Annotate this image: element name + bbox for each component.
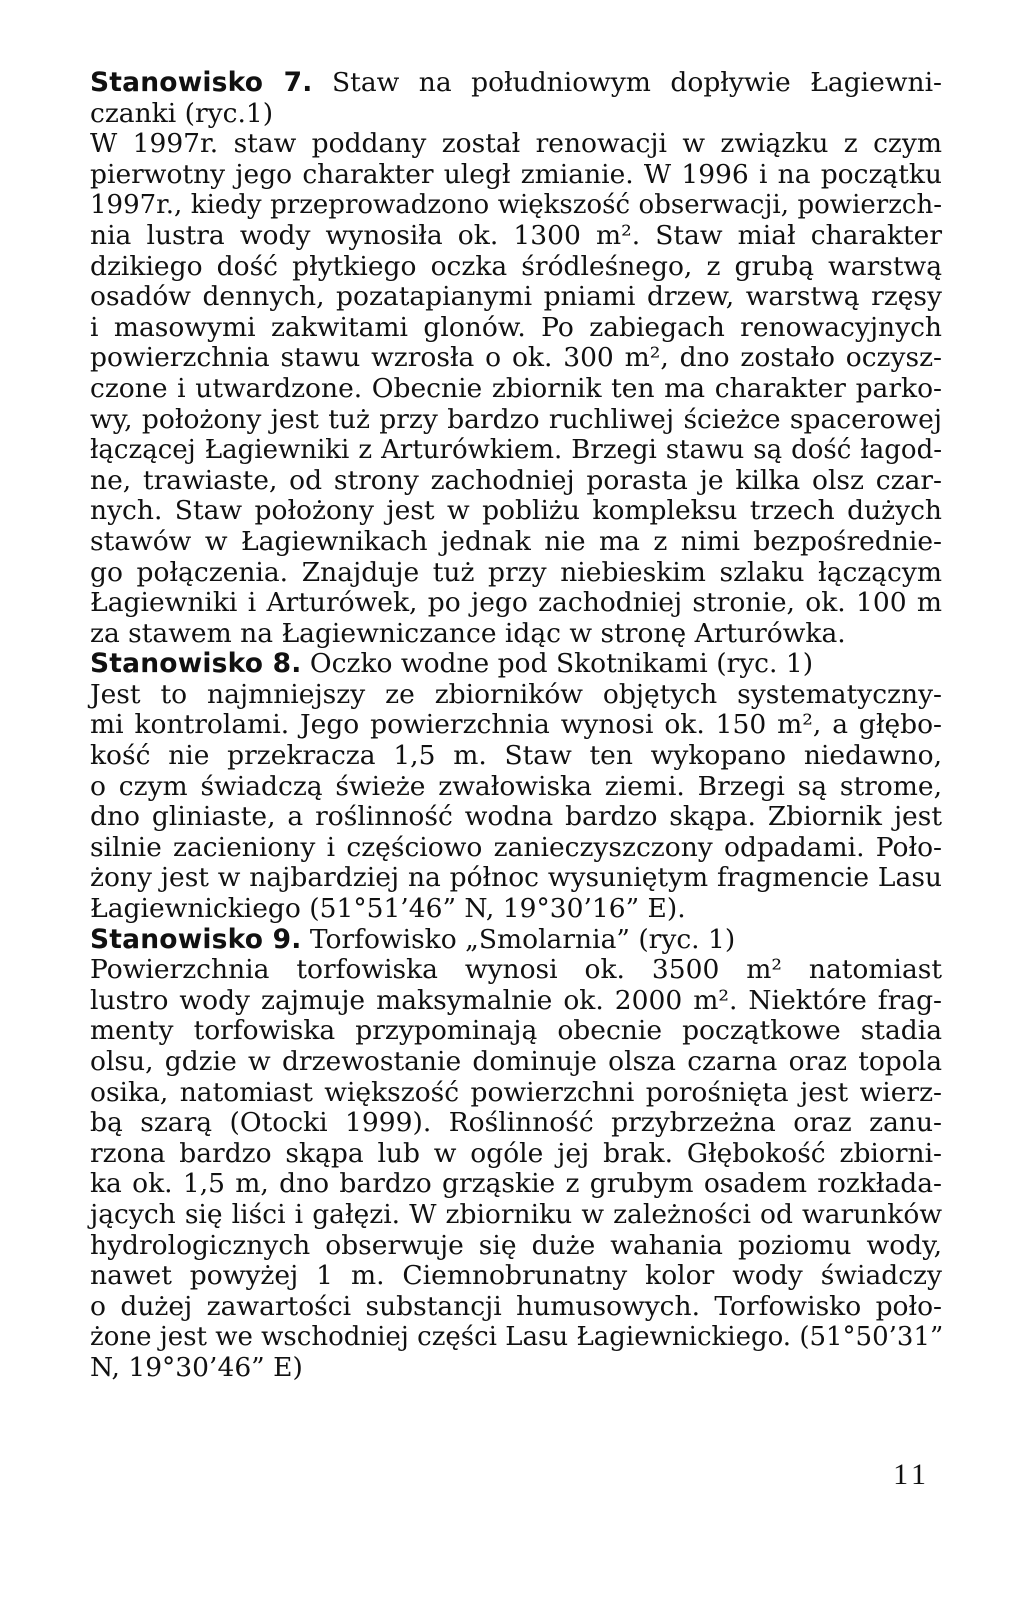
section-8-line: o czym świadczą świeże zwałowiska ziemi. Brzegi są strome,	[90, 770, 942, 802]
section-7-line: i masowymi zakwitami glonów. Po zabiegach renowacyjnych	[90, 311, 942, 343]
section-7-line: Łagiewniki i Arturówek, po jego zachodniej stronie, ok. 100 m	[90, 587, 942, 619]
section-7-line: osadów dennych, pozatapianymi pniami drzew, warstwą rzęsy	[90, 281, 942, 313]
section-7-line: czone i utwardzone. Obecnie zbiornik ten ma charakter parko-	[90, 372, 942, 404]
section-9-line: lustro wody zajmuje maksymalnie ok. 2000 m². Niektóre frag-	[90, 984, 942, 1016]
section-7-title-line	[90, 68, 942, 99]
section-7-line: powierzchnia stawu wzrosła o ok. 300 m², dno zostało oczysz-	[90, 342, 942, 374]
page-number: 11	[893, 1458, 930, 1491]
section-9-line: olsu, gdzie w drzewostanie dominuje olsza czarna oraz topola	[90, 1046, 942, 1077]
section-9-title: Torfowisko „Smolarnia” (ryc. 1)	[301, 923, 736, 955]
section-9-line: o dużej zawartości substancji humusowych. Torfowisko poło-	[90, 1290, 942, 1322]
section-9-line: osika, natomiast większość powierzchni porośnięta jest wierz-	[90, 1076, 942, 1108]
section-9-line: nawet powyżej 1 m. Ciemnobrunatny kolor wody świadczy	[90, 1260, 942, 1292]
section-7-line: 1997r., kiedy przeprowadzono większość obserwacji, powierzch-	[90, 190, 942, 221]
section-7-line: za stawem na Łagiewniczance idąc w stronę Arturówka.	[90, 617, 846, 649]
section-9-title-line	[90, 925, 942, 956]
section-9-line: hydrologicznych obserwuje się duże wahania poziomu wody,	[90, 1229, 942, 1261]
section-7-line: stawów w Łagiewnikach jednak nie ma z nimi bezpośrednie-	[90, 525, 942, 557]
section-7-heading: Stanowisko 7.	[90, 67, 313, 98]
section-8-line: kość nie przekracza 1,5 m. Staw ten wykopano niedawno,	[90, 740, 942, 772]
page-body	[90, 68, 942, 1384]
section-9-heading: Stanowisko 9.	[90, 923, 302, 955]
section-8-line: dno gliniaste, a roślinność wodna bardzo skąpa. Zbiornik jest	[90, 801, 942, 833]
section-9-line: ka ok. 1,5 m, dno bardzo grząskie z grubym osadem rozkłada-	[90, 1168, 942, 1200]
section-8-title: Oczko wodne pod Skotnikami (ryc. 1)	[301, 648, 814, 680]
section-9-line: Powierzchnia torfowiska wynosi ok. 3500 m² natomiast	[90, 954, 942, 986]
section-7-line: ne, trawiaste, od strony zachodniej porasta je kilka olsz czar-	[90, 464, 942, 496]
section-8-line: Łagiewnickiego (51°51’46” N, 19°30’16” E).	[90, 893, 686, 925]
section-7-line: dzikiego dość płytkiego oczka śródleśnego, z grubą warstwą	[90, 250, 942, 282]
section-8-line: silnie zacieniony i częściowo zanieczyszczony odpadami. Poło-	[90, 831, 942, 863]
section-7-line: go połączenia. Znajduje tuż przy niebieskim szlaku łączącym	[90, 556, 942, 588]
section-9-line: rzona bardzo skąpa lub w ogóle jej brak. Głębokość zbiorni-	[90, 1137, 942, 1169]
section-8-heading: Stanowisko 8.	[90, 648, 302, 680]
section-7-line: pierwotny jego charakter uległ zmianie. W 1996 i na początku	[90, 158, 942, 190]
section-7-line: nia lustra wody wynosiła ok. 1300 m². Staw miał charakter	[90, 219, 942, 251]
section-8-title-line	[90, 649, 942, 680]
section-9-line: bą szarą (Otocki 1999). Roślinność przybrzeżna oraz zanu-	[90, 1107, 942, 1139]
section-7-line: W 1997r. staw poddany został renowacji w związku z czym	[90, 128, 942, 160]
section-8-line: mi kontrolami. Jego powierzchnia wynosi ok. 150 m², a głębo-	[90, 709, 942, 741]
section-7-line: wy, położony jest tuż przy bardzo ruchliwej ścieżce spacerowej	[90, 403, 942, 435]
section-7-title: Staw na południowym dopływie Łagiewni-	[312, 67, 942, 98]
section-9-line: żone jest we wschodniej części Lasu Łagiewnickiego. (51°50’31”	[90, 1322, 944, 1353]
section-8-line: Jest to najmniejszy ze zbiorników objętych systematyczny-	[90, 678, 942, 710]
section-9-line: jących się liści i gałęzi. W zbiorniku w zależności od warunków	[90, 1198, 942, 1230]
section-7-line: łączącej Łagiewniki z Arturówkiem. Brzegi stawu są dość łagod-	[90, 435, 942, 466]
section-7-line: czanki (ryc.1)	[90, 97, 274, 129]
section-9-line: N, 19°30’46” E)	[90, 1351, 303, 1383]
section-8-line: żony jest w najbardziej na północ wysuniętym fragmencie Lasu	[90, 862, 942, 894]
section-7-line: nych. Staw położony jest w pobliżu kompleksu trzech dużych	[90, 495, 942, 527]
section-9-line: menty torfowiska przypominają obecnie początkowe stadia	[90, 1015, 942, 1047]
